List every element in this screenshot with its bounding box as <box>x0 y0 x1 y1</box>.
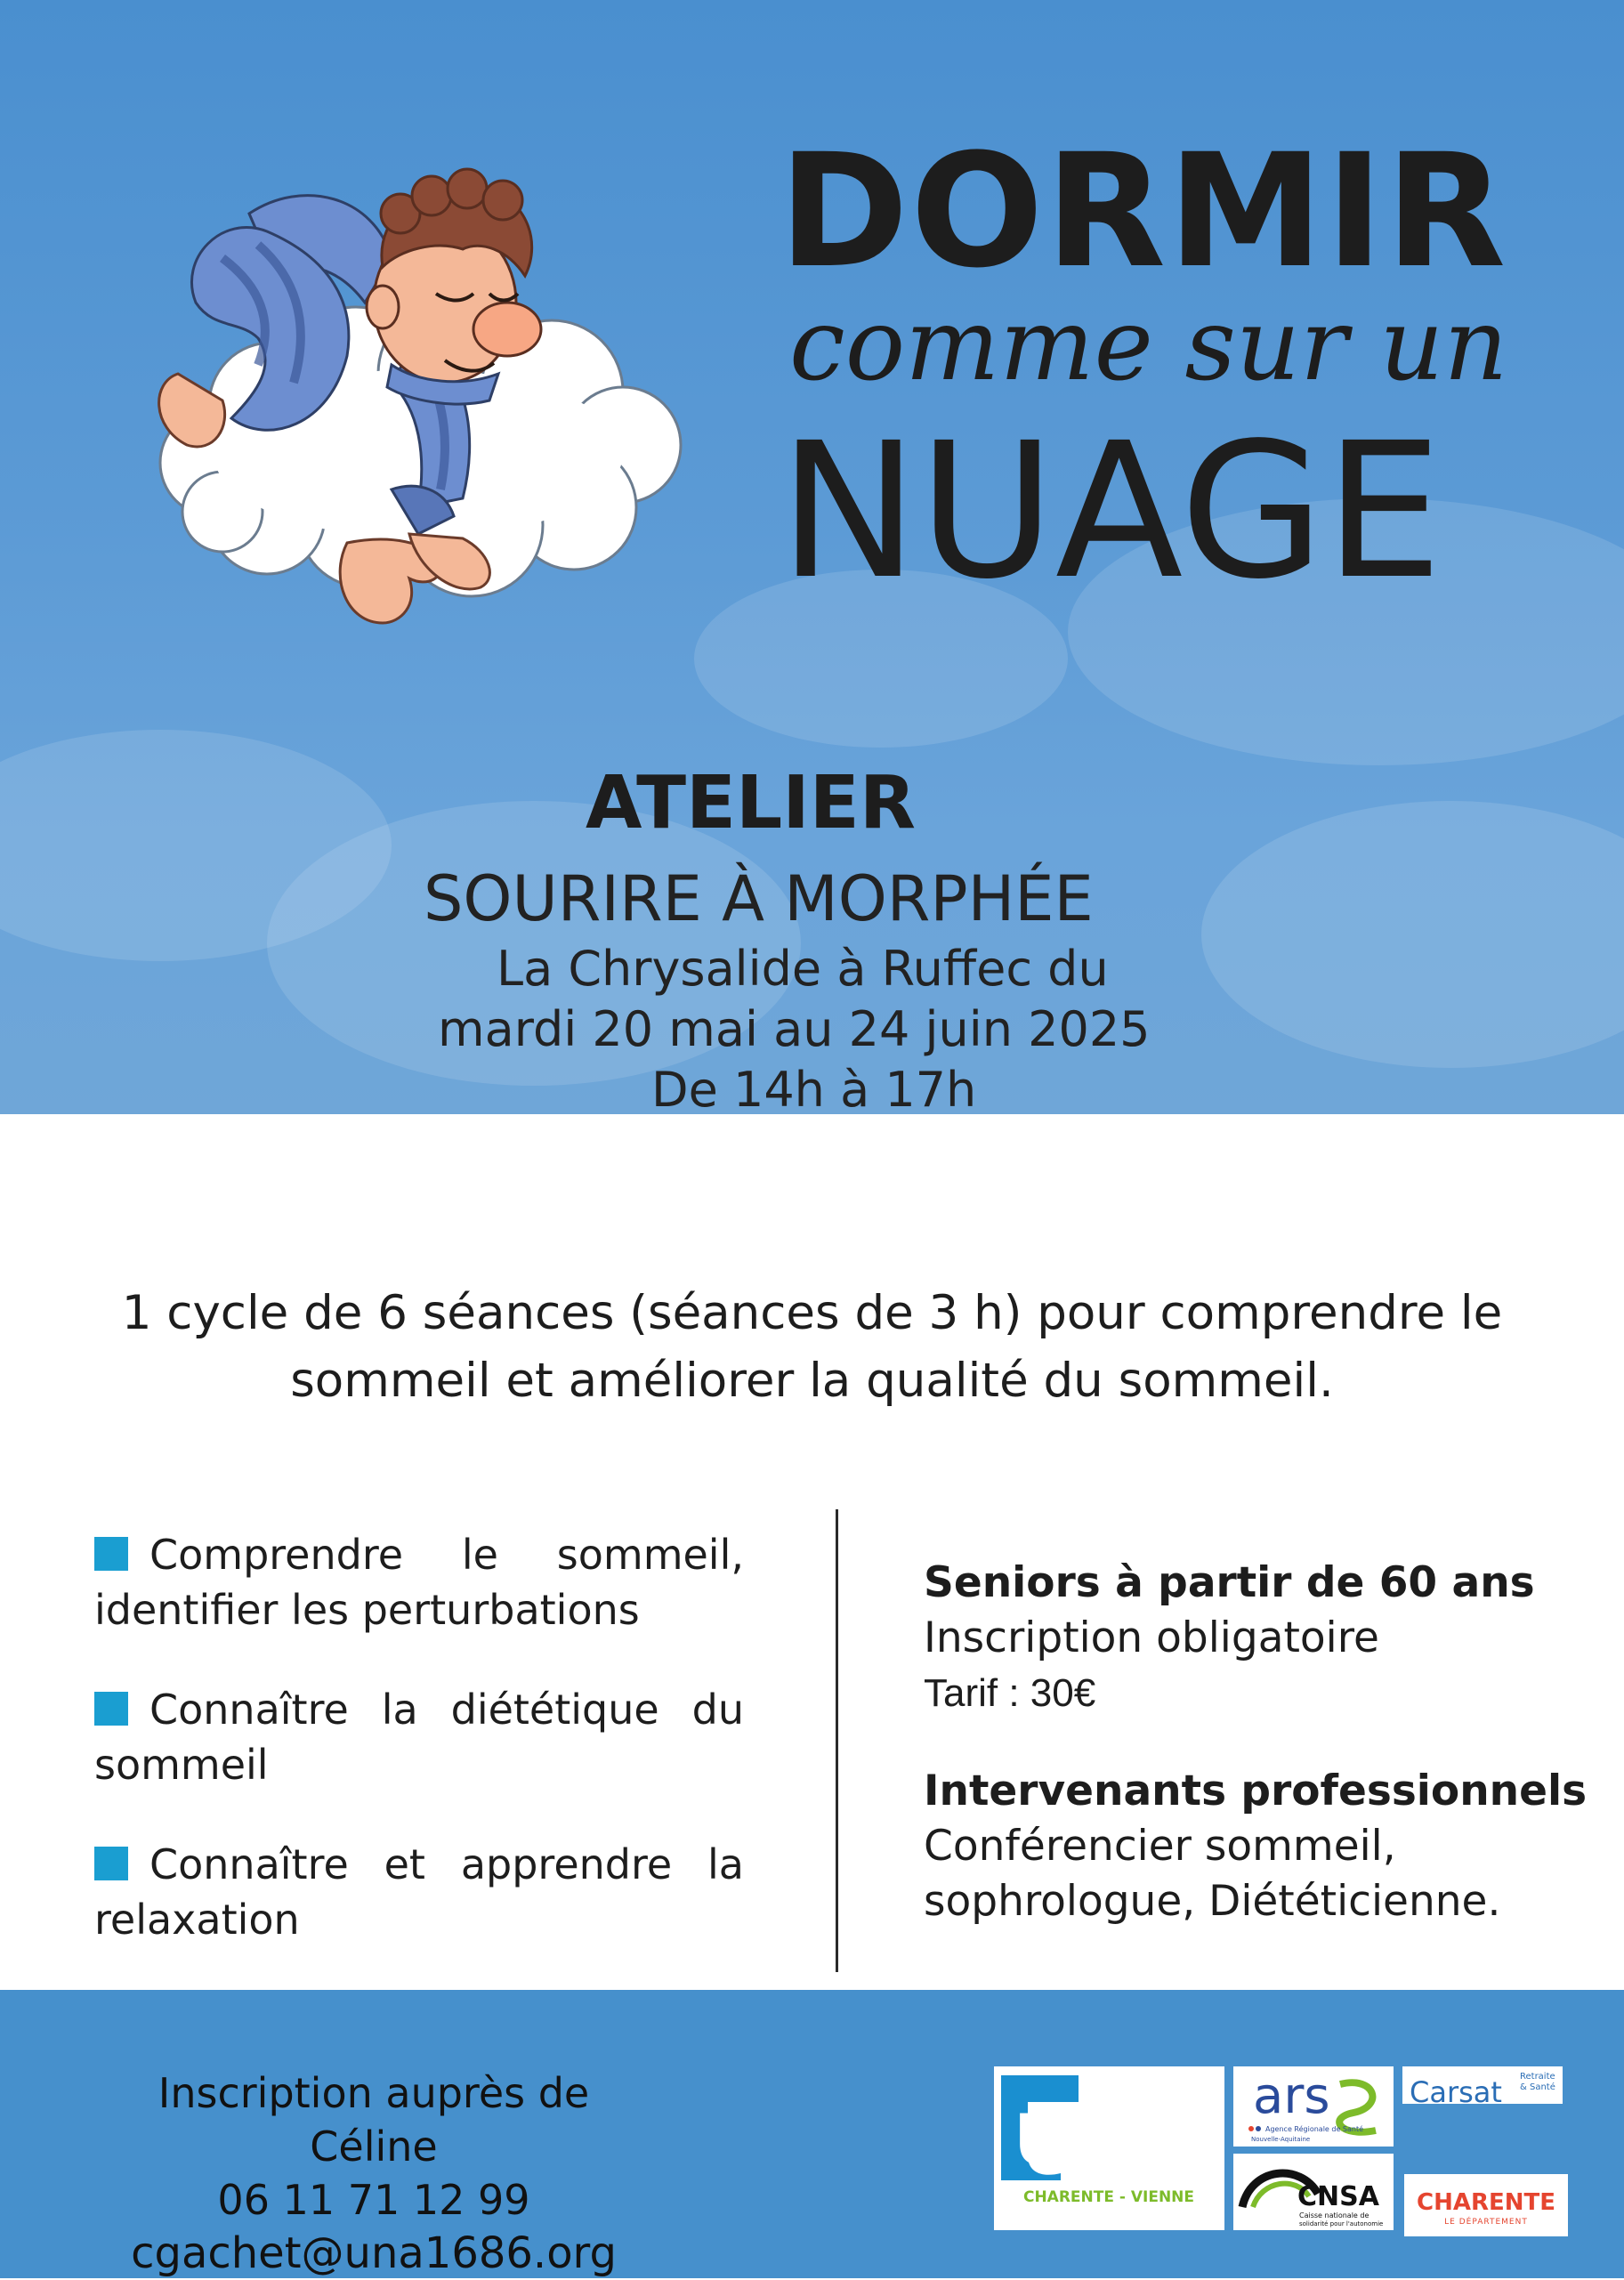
title-comme-sur-un: comme sur un <box>789 287 1508 403</box>
price: Tarif : 30€ <box>924 1671 1096 1715</box>
cnsa-subtitle: solidarité pour l'autonomie <box>1299 2220 1384 2227</box>
ars-logo-text: ars <box>1253 2067 1330 2125</box>
sleeping-man-on-cloud-illustration <box>125 160 721 659</box>
contact-email[interactable]: cgachet@una1686.org <box>131 2228 617 2278</box>
charente-logo <box>1404 2174 1568 2236</box>
objective-text: Connaître et apprendre la relaxation <box>94 1840 744 1944</box>
bullet-square-icon <box>94 1692 128 1726</box>
workshop-name: SOURIRE À MORPHÉE <box>424 862 1094 935</box>
registration-note: Inscription obligatoire <box>924 1613 1379 1662</box>
una-logo-graphic <box>994 2066 1224 2230</box>
carsat-subtitle: & Santé <box>1520 2082 1555 2092</box>
charente-logo-graphic <box>1404 2174 1568 2236</box>
objectives-list <box>94 1527 744 1992</box>
una-logo <box>994 2066 1224 2230</box>
una-logo-text: UNA <box>1014 2101 1182 2181</box>
ars-region: Nouvelle-Aquitaine <box>1251 2136 1311 2143</box>
workshop-location: La Chrysalide à Ruffec du <box>497 941 1109 997</box>
title-dormir: DORMIR <box>779 120 1508 303</box>
una-region-text: CHARENTE - VIENNE <box>1022 2188 1195 2206</box>
cloud-haze <box>1201 801 1624 1068</box>
intro-line: sommeil et améliorer la qualité du sommeil. <box>290 1354 1334 1408</box>
bullet-square-icon <box>94 1537 128 1571</box>
carsat-logo <box>1402 2066 1563 2104</box>
list-item <box>94 1527 744 1637</box>
workshop-dates: mardi 20 mai au 24 juin 2025 <box>438 1001 1151 1057</box>
carsat-subtitle: Retraite <box>1520 2072 1555 2082</box>
intro-line: 1 cycle de 6 séances (séances de 3 h) pour comprendre le <box>121 1286 1503 1340</box>
carsat-logo-graphic <box>1402 2066 1563 2104</box>
column-divider <box>836 1509 838 1972</box>
ars-logo <box>1233 2066 1394 2147</box>
list-item <box>94 1837 744 1947</box>
workshop-hours: De 14h à 17h <box>651 1062 977 1114</box>
cnsa-logo <box>1233 2154 1394 2230</box>
intro-paragraph <box>0 1280 1624 1415</box>
audience-heading: Seniors à partir de 60 ans <box>924 1558 1535 1607</box>
cnsa-logo-text: CNSA <box>1297 2181 1379 2212</box>
charente-subtitle: LE DÉPARTEMENT <box>1444 2218 1528 2227</box>
atelier-heading: ATELIER <box>586 761 916 845</box>
hero-banner <box>0 0 1624 1114</box>
list-item <box>94 1682 744 1792</box>
objective-text: Connaître la diététique du sommeil <box>94 1686 744 1789</box>
info-column <box>924 1556 1588 1929</box>
ars-logo-graphic <box>1233 2066 1394 2147</box>
carsat-logo-text: Carsat <box>1410 2075 1502 2104</box>
bullet-square-icon <box>94 1847 128 1880</box>
speakers-heading: Intervenants professionnels <box>924 1767 1588 1815</box>
speakers-line: sophrologue, Diététicienne. <box>924 1877 1501 1926</box>
charente-logo-text: CHARENTE <box>1417 2189 1555 2216</box>
cnsa-subtitle: Caisse nationale de <box>1299 2211 1369 2219</box>
objective-text: Comprendre le sommeil, identifier les perturbations <box>94 1531 744 1634</box>
cnsa-logo-graphic <box>1233 2154 1394 2230</box>
title-nuage: NUAGE <box>779 402 1443 620</box>
contact-phone[interactable]: 06 11 71 12 99 <box>217 2176 530 2224</box>
contact-label: Inscription auprès de Céline <box>158 2069 590 2171</box>
ars-subtitle: Agence Régionale de Santé <box>1265 2125 1364 2133</box>
contact-block <box>107 2066 641 2280</box>
speakers-line: Conférencier sommeil, <box>924 1822 1396 1871</box>
